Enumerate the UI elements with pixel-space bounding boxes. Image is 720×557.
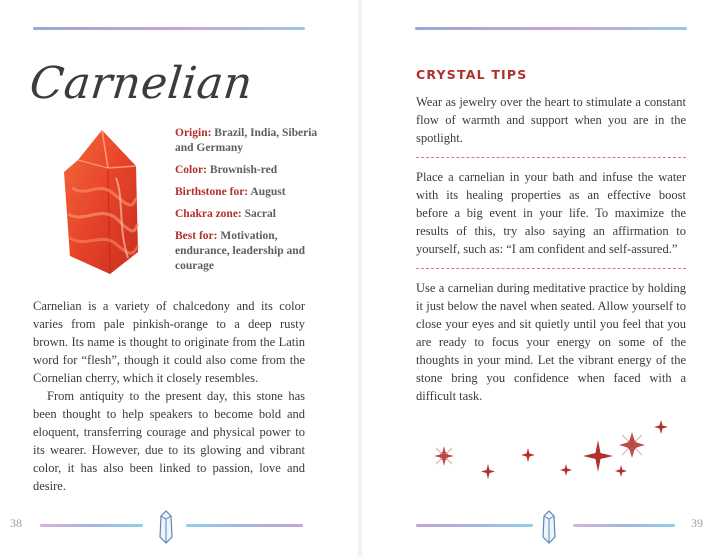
tip-item: Wear as jewelry over the heart to stimulate a constant flow of warmth and support when you are in the spotlight.	[416, 95, 686, 145]
fact-color	[175, 163, 325, 178]
fact-key: Color:	[175, 164, 207, 176]
gem-footer-icon	[540, 510, 558, 544]
right-page	[360, 0, 720, 557]
dashed-divider	[416, 157, 686, 158]
carnelian-crystal-icon	[58, 128, 146, 278]
fact-best-for	[175, 229, 325, 274]
fact-chakra	[175, 207, 325, 222]
top-rule	[415, 27, 687, 30]
fact-key: Chakra zone:	[175, 208, 242, 220]
tips-heading: CRYSTAL TIPS	[416, 67, 528, 82]
page-number: 38	[10, 516, 22, 530]
fact-key: Best for:	[175, 230, 218, 242]
fact-value: Sacral	[244, 208, 276, 220]
gem-footer-icon	[157, 510, 175, 544]
paragraph: From antiquity to the present day, this stone has been thought to help speakers to become bold and eloquent, transferring courage and physical power to its wearer. However, due to its glowing and vibrant color, it has also been linked to passion, love and desire.	[33, 389, 305, 493]
page-number: 39	[691, 516, 703, 530]
fact-key: Birthstone for:	[175, 186, 249, 198]
tip-item: Place a carnelian in your bath and infuse the water with its healing properties as an effective boost before a big event in your life. To maximize the results of this, try also saying an affirmation to yourself, such as: “I am confident and self-assured.”	[416, 170, 686, 256]
fact-birthstone	[175, 185, 325, 200]
bottom-rule	[40, 524, 143, 527]
sparkles-icon	[432, 418, 682, 483]
tips-list	[416, 93, 686, 405]
bottom-rule	[416, 524, 533, 527]
paragraph: Carnelian is a variety of chalcedony and its color varies from pale pinkish-orange to a deep rusty brown. Its name is thought to originate from the Latin word for “flesh”, though it could also come from the Cornelian cherry, which it closely resembles.	[33, 299, 305, 385]
fact-value: Brownish-red	[209, 164, 278, 176]
bottom-rule	[573, 524, 675, 527]
dashed-divider	[416, 268, 686, 269]
crystal-facts	[175, 126, 325, 281]
bottom-rule	[186, 524, 303, 527]
page-title: Carnelian	[27, 58, 256, 109]
tip-item: Use a carnelian during meditative practice by holding it just below the navel when seated. Allow yourself to close your eyes and sit quietly until you feel that you are ready to focus your energy on some of the thoughts in your mind. Let the vibrant energy of the stone bring you confidence when faced with a difficult task.	[416, 281, 686, 403]
fact-value: Brazil, India, Siberia and Germany	[175, 127, 318, 154]
fact-key: Origin:	[175, 127, 212, 139]
fact-value: Motivation, endurance, leadership and courage	[175, 230, 306, 272]
top-rule	[33, 27, 305, 30]
fact-value: August	[250, 186, 286, 198]
fact-origin	[175, 126, 325, 156]
body-text	[33, 297, 305, 495]
